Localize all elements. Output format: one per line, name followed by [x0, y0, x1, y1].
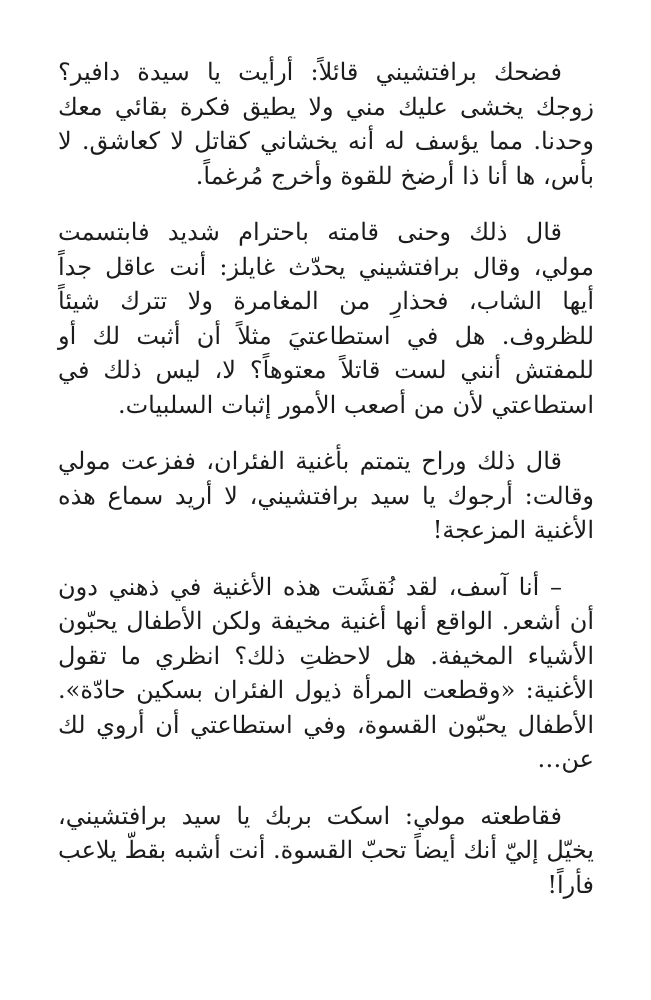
paragraph-4: – أنا آسف، لقد نُقشَت هذه الأغنية في ذهني دون أن أشعر. الواقع أنها أغنية مخيفة ولكن الأطفال يحبّون الأشياء المخيفة. هل لاحظتِ ذلك؟ انظري ما تقول الأغنية: «وقطعت المرأة ذيول الفئران بسكين حادّة». الأطفال يحبّون القسوة، وفي استطاعتي أن أروي لك عن…: [58, 572, 594, 773]
book-page: [58, 55, 594, 902]
paragraph-1: فضحك برافتشيني قائلاً: أرأيت يا سيدة دافير؟ زوجك يخشى عليك مني ولا يطيق فكرة بقائي معك وحدنا. مما يؤسف له أنه يخشاني كقاتل لا كعاشق. لا بأس، ها أنا ذا أرضخ للقوة وأخرج مُرغماً.: [58, 58, 594, 190]
paragraph-2: قال ذلك وحنى قامته باحترام شديد فابتسمت مولي، وقال برافتشيني يحدّث غايلز: أنت عاقل جداً أيها الشاب، فحذارِ من المغامرة ولا تترك شيئاً للظروف. هل في استطاعتيَ مثلاً أن أثبت لك أو للمفتش أنني لست قاتلاً معتوهاً؟ لا، ليس ذلك في استطاعتي لأن من أصعب الأمور إثبات السلبيات.: [58, 218, 594, 419]
paragraph-5: فقاطعته مولي: اسكت بربك يا سيد برافتشيني، يخيّل إليّ أنك أيضاً تحبّ القسوة. أنت أشبه بقطّ يلاعب فأراً!: [58, 801, 594, 899]
paragraph-3: قال ذلك وراح يتمتم بأغنية الفئران، ففزعت مولي وقالت: أرجوك يا سيد برافتشيني، لا أريد سماع هذه الأغنية المزعجة!: [58, 447, 594, 544]
